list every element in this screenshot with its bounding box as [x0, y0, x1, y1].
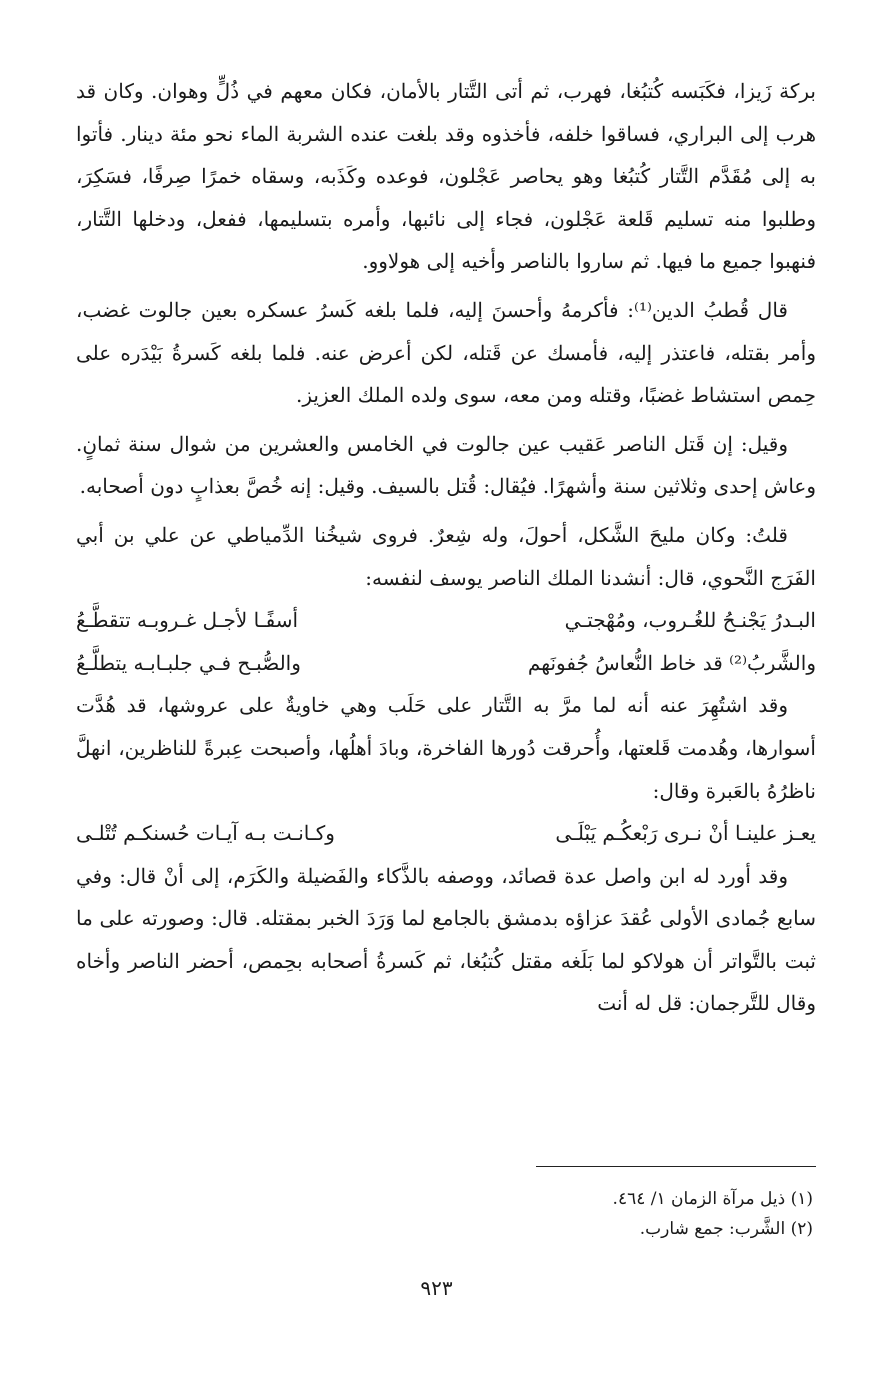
- footnote-divider: [536, 1166, 816, 1167]
- page-number: ٩٢٣: [420, 1276, 453, 1300]
- footnotes: [613, 1184, 813, 1244]
- verse-hemistich-right: والشَّربُ⁽²⁾ قد خاط النُّعاسُ جُفونَهم: [527, 650, 816, 675]
- verse-hemistich-right: يعـز علينـا أنْ نـرى رَبْعكُـم يَبْلَـى: [555, 821, 816, 846]
- page-body: [76, 70, 816, 1025]
- verse-hemistich-left: والصُّبـح فـي جلبـابـه يتطلَّـعُ: [76, 650, 301, 675]
- paragraph-3: وقيل: إن قَتل الناصر عَقيب عين جالوت في الخامس والعشرين من شوال سنة ثمانٍ. وعاش إحدى وثلاثين سنة وأشهرًا. فيُقال: قُتل بالسيف. وقيل: إنه خُصَّ بعذابٍ دون أصحابه.: [76, 431, 816, 499]
- paragraph-4: قلتُ: وكان مليحَ الشَّكل، أحولَ، وله شِعرٌ. فروى شيخُنا الدِّمياطي عن علي بن أبي الفَرَج النَّحوي، قال: أنشدنا الملك الناصر يوسف لنفسه:: [76, 522, 816, 590]
- paragraph-2: قال قُطبُ الدين⁽¹⁾: فأكرمهُ وأحسنَ إليه، فلما بلغه كَسرُ عسكره بعين جالوت غضب، وأمر بقتله، فاعتذر إليه، فأمسك عن قَتله، لكن أعرض عنه. فلما بلغه كَسرةُ بَيْدَره على حِمص استشاط غضبًا، وقتله ومن معه، سوى ولده الملك العزيز.: [76, 297, 816, 408]
- paragraph-1: بركة زَيزا، فكَبَسه كُتبُغا، فهرب، ثم أتى التَّتار بالأمان، فكان معهم في ذُلٍّ وهوان. وكان قد هرب إلى البراري، فساقوا خلفه، فأخذوه وقد بلغت عنده الشربة الماء نحو مئة دينار. فأتوا به إلى مُقَدَّم التَّتار كُتبُغا وهو يحاصر عَجْلون، فوعده وكَذَبه، وسقاه خمرًا صِرفًا، فسَكِرَ، وطلبوا منه تسليم قَلعة عَجْلون، فجاء إلى نائبها، وأمره بتسليمها، ففعل، ودخلها التَّتار، فنهبوا جميع ما فيها. ثم ساروا بالناصر وأخيه إلى هولاوو.: [76, 79, 817, 274]
- verse-line-1: [76, 599, 816, 642]
- verse-line-3: [76, 812, 816, 855]
- paragraph-6: وقد أورد له ابن واصل عدة قصائد، ووصفه بالذَّكاء والفَضيلة والكَرَم، إلى أنْ قال: وفي سابع جُمادى الأولى عُقدَ عزاؤه بدمشق بالجامع لما وَرَدَ الخبر بمقتله. قال: وصورته على ما ثبت بالتَّواتر أن هولاكو لما بَلَغه مقتل كُتبُغا، ثم كَسرةُ أصحابه بحِمص، أحضر الناصر وأخاه وقال للتَّرجمان: قل له أنت: [76, 863, 816, 1016]
- footnote-2: (٢) الشَّرب: جمع شارب.: [639, 1219, 813, 1239]
- verse-hemistich-right: البـدرُ يَجْنـحُ للغُـروب، ومُهْجتـي: [564, 608, 816, 633]
- paragraph-5: وقد اشتُهِرَ عنه أنه لما مرَّ به التَّتار على حَلَب وهي خاويةٌ على عروشها، قد هُدَّت أسوارها، وهُدمت قَلعتها، وأُحرقت دُورها الفاخرة، وبادَ أهلُها، وأصبحت عِبرةً للناظرين، انهلَّ ناظرُهُ بالعَبرة وقال:: [76, 693, 816, 803]
- verse-hemistich-left: أسفًـا لأجـل غـروبـه تتقطَّـعُ: [76, 608, 299, 633]
- verse-hemistich-left: وكـانـت بـه آيـات حُسنكـم تُتْلـى: [76, 821, 335, 846]
- footnote-1: (١) ذيل مرآة الزمان ١/ ٤٦٤.: [612, 1189, 813, 1209]
- verse-line-2: [76, 642, 816, 685]
